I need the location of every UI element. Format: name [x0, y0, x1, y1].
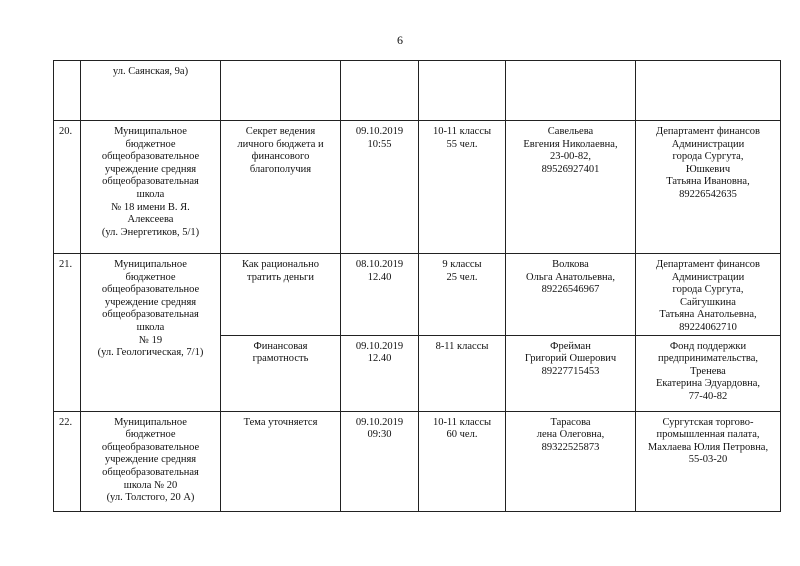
audience-cell: 8-11 классы: [419, 335, 506, 411]
school-cell: ул. Саянская, 9а): [81, 61, 221, 121]
organizer-cell: Департамент финансов Администрации города Сургута, Сайгушкина Татьяна Анатольевна, 89224062710: [636, 254, 781, 336]
table-row: [54, 254, 781, 336]
row-number: 20.: [54, 121, 81, 254]
table-row: [54, 121, 781, 254]
organizer-cell: Департамент финансов Администрации города Сургута, Юшкевич Татьяна Ивановна, 89226542635: [636, 121, 781, 254]
audience-cell: 10-11 классы 60 чел.: [419, 411, 506, 511]
audience-cell: 10-11 классы 55 чел.: [419, 121, 506, 254]
topic-cell: Финансовая грамотность: [221, 335, 341, 411]
datetime-cell: 09.10.2019 12.40: [341, 335, 419, 411]
row-number: 21.: [54, 254, 81, 412]
datetime-cell: [341, 61, 419, 121]
datetime-cell: 08.10.2019 12.40: [341, 254, 419, 336]
datetime-cell: 09.10.2019 09:30: [341, 411, 419, 511]
lecturer-cell: [506, 61, 636, 121]
lecturer-cell: Волкова Ольга Анатольевна, 89226546967: [506, 254, 636, 336]
table-row: [54, 61, 781, 121]
organizer-cell: Фонд поддержки предпринимательства, Тренева Екатерина Эдуардовна, 77-40-82: [636, 335, 781, 411]
topic-cell: Секрет ведения личного бюджета и финансового благополучия: [221, 121, 341, 254]
organizer-cell: [636, 61, 781, 121]
topic-cell: Как рационально тратить деньги: [221, 254, 341, 336]
table-row: [54, 411, 781, 511]
datetime-cell: 09.10.2019 10:55: [341, 121, 419, 254]
audience-cell: 9 классы 25 чел.: [419, 254, 506, 336]
row-number: 22.: [54, 411, 81, 511]
topic-cell: Тема уточняется: [221, 411, 341, 511]
school-cell: Муниципальное бюджетное общеобразовательное учреждение средняя общеобразовательная школа № 19 (ул. Геологическая, 7/1): [81, 254, 221, 412]
school-cell: Муниципальное бюджетное общеобразовательное учреждение средняя общеобразовательная школа № 20 (ул. Толстого, 20 А): [81, 411, 221, 511]
audience-cell: [419, 61, 506, 121]
events-table: [53, 60, 781, 512]
organizer-cell: Сургутская торгово- промышленная палата, Махлаева Юлия Петровна, 55-03-20: [636, 411, 781, 511]
lecturer-cell: Тарасова лена Олеговна, 89322525873: [506, 411, 636, 511]
page-number: 6: [397, 33, 403, 47]
lecturer-cell: Савельева Евгения Николаевна, 23-00-82, 89526927401: [506, 121, 636, 254]
topic-cell: [221, 61, 341, 121]
lecturer-cell: Фрейман Григорий Ошерович 89227715453: [506, 335, 636, 411]
row-number: [54, 61, 81, 121]
school-cell: Муниципальное бюджетное общеобразовательное учреждение средняя общеобразовательная школа № 18 имени В. Я. Алексеева (ул. Энергетиков, 5/1): [81, 121, 221, 254]
